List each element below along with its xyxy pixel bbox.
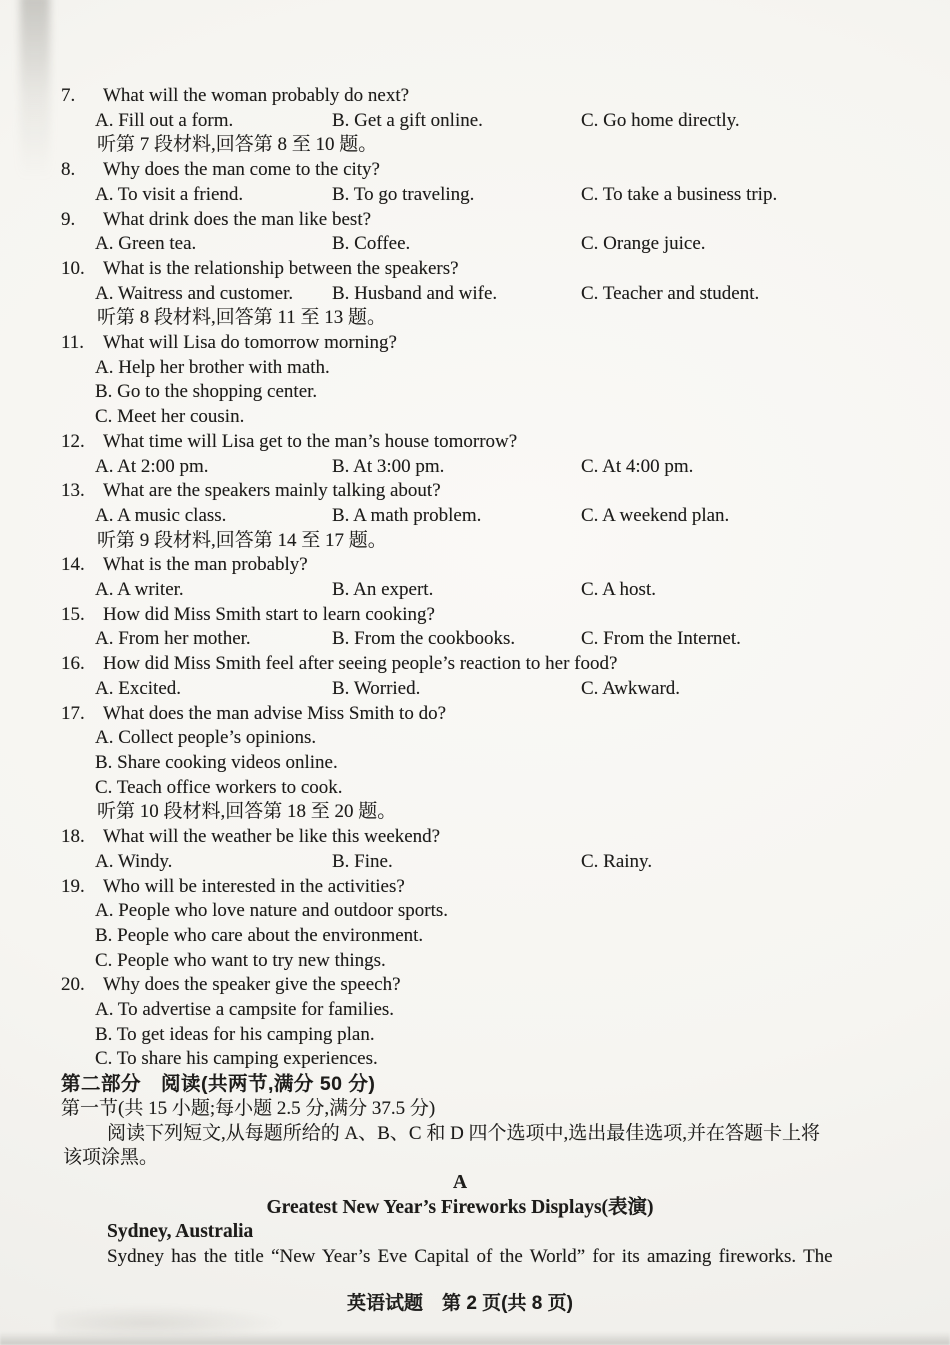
question-item — [53, 158, 867, 183]
option: C. To share his camping experiences. — [95, 1048, 378, 1070]
option: A. To advertise a campsite for families. — [95, 999, 395, 1021]
question-item — [53, 208, 867, 233]
option: B. To get ideas for his camping plan. — [95, 1023, 375, 1045]
question-item — [53, 652, 867, 677]
option: C. A weekend plan. — [581, 504, 730, 526]
question-number: 19. — [61, 875, 85, 897]
option: C. People who want to try new things. — [95, 949, 386, 971]
option: A. Help her brother with math. — [95, 356, 330, 378]
option: A. From her mother. — [95, 628, 251, 650]
question-number: 20. — [61, 974, 85, 996]
option: A. At 2:00 pm. — [95, 455, 209, 477]
question-item — [53, 553, 867, 578]
option: B. Share cooking videos online. — [95, 751, 338, 773]
option: B. Go to the shopping center. — [95, 381, 318, 403]
question-text: Why does the man come to the city? — [103, 159, 380, 181]
option: C. Teacher and student. — [581, 282, 760, 304]
option: B. Get a gift online. — [332, 109, 483, 131]
instruction-line: 该项涂黑。 — [63, 1147, 159, 1169]
question-item — [53, 825, 867, 850]
question-text: What is the relationship between the speakers? — [103, 257, 459, 279]
option: A. To visit a friend. — [95, 183, 244, 205]
question-text: What drink does the man like best? — [103, 208, 372, 230]
question-number: 7. — [61, 85, 76, 106]
option: C. To take a business trip. — [581, 183, 778, 205]
option: C. Orange juice. — [581, 233, 706, 255]
listening-cue: 听第 10 段材料,回答第 18 至 20 题。 — [97, 801, 397, 823]
question-text: What is the man probably? — [103, 554, 308, 576]
listening-cue: 听第 9 段材料,回答第 14 至 17 题。 — [97, 529, 387, 551]
question-text: What are the speakers mainly talking about? — [103, 480, 441, 502]
option: B. People who care about the environment. — [95, 924, 424, 946]
question-number: 13. — [61, 480, 85, 502]
option: B. Coffee. — [332, 233, 411, 255]
option: A. Waitress and customer. — [95, 282, 294, 304]
question-item — [53, 702, 867, 727]
question-item — [53, 430, 867, 455]
question-number: 17. — [61, 702, 85, 724]
question-text: How did Miss Smith start to learn cooking? — [103, 603, 435, 625]
question-number: 14. — [61, 554, 85, 576]
question-item — [53, 875, 867, 900]
question-text: Who will be interested in the activities? — [103, 875, 405, 897]
option: A. Green tea. — [95, 233, 197, 255]
listening-cue: 听第 8 段材料,回答第 11 至 13 题。 — [97, 307, 387, 329]
passage-label: A — [452, 1171, 468, 1193]
option: A. People who love nature and outdoor sports. — [95, 900, 449, 922]
question-number: 10. — [61, 257, 85, 279]
option: C. A host. — [581, 579, 656, 601]
instruction-line: 阅读下列短文,从每题所给的 A、B、C 和 D 四个选项中,选出最佳选项,并在答题卡上将 — [107, 1122, 821, 1144]
passage-subheading: Sydney, Australia — [107, 1221, 254, 1243]
option: C. From the Internet. — [581, 628, 741, 650]
question-item — [53, 331, 867, 356]
question-number: 12. — [61, 430, 85, 452]
option: B. Worried. — [332, 677, 421, 699]
options-row — [53, 183, 867, 208]
option: C. Meet her cousin. — [95, 406, 245, 428]
option: A. Excited. — [95, 677, 182, 699]
question-item — [53, 257, 867, 282]
option: A. Collect people’s opinions. — [95, 727, 317, 749]
question-item — [53, 973, 867, 998]
question-number: 16. — [61, 653, 85, 675]
options-row — [53, 109, 867, 134]
option: C. Go home directly. — [581, 109, 740, 131]
question-text: How did Miss Smith feel after seeing people’s reaction to her food? — [103, 653, 618, 675]
option: B. To go traveling. — [332, 183, 475, 205]
option: A. A music class. — [95, 504, 227, 526]
question-number: 9. — [61, 208, 76, 230]
options-row — [53, 677, 867, 702]
option: B. At 3:00 pm. — [332, 455, 445, 477]
scan-edge-bottom — [0, 1332, 950, 1345]
option: A. A writer. — [95, 579, 184, 601]
subsection-heading: 第一节(共 15 小题;每小题 2.5 分,满分 37.5 分) — [61, 1097, 436, 1119]
scan-smudge-top-left — [20, 0, 50, 179]
question-text: What does the man advise Miss Smith to do? — [103, 702, 447, 724]
option: C. Teach office workers to cook. — [95, 776, 343, 798]
options-row — [53, 282, 867, 307]
question-item — [53, 84, 867, 109]
passage-title: Greatest New Year’s Fireworks Displays(表演) — [266, 1196, 654, 1218]
options-row — [53, 578, 867, 603]
question-number: 15. — [61, 603, 85, 625]
question-text: What will Lisa do tomorrow morning? — [103, 332, 397, 354]
question-number: 18. — [61, 826, 85, 848]
question-number: 8. — [61, 159, 76, 181]
question-item — [53, 603, 867, 628]
option: B. A math problem. — [332, 504, 482, 526]
option: A. Fill out a form. — [95, 109, 234, 131]
option: B. From the cookbooks. — [332, 628, 516, 650]
listening-cue: 听第 7 段材料,回答第 8 至 10 题。 — [97, 134, 378, 156]
question-text: What time will Lisa get to the man’s house tomorrow? — [103, 430, 518, 452]
option: B. Fine. — [332, 850, 393, 872]
question-number: 11. — [61, 332, 85, 354]
page-footer: 英语试题 第 2 页(共 8 页) — [347, 1293, 573, 1314]
option: B. An expert. — [332, 579, 434, 601]
option: C. Rainy. — [581, 850, 653, 872]
options-row — [53, 627, 867, 652]
option: C. Awkward. — [581, 677, 681, 699]
question-text: What will the woman probably do next? — [103, 85, 410, 106]
section-heading: 第二部分 阅读(共两节,满分 50 分) — [61, 1073, 376, 1096]
options-row — [53, 232, 867, 257]
option: A. Windy. — [95, 850, 173, 872]
passage-body-line: Sydney has the title “New Year’s Eve Capital of the World” for its amazing fireworks. The — [107, 1246, 833, 1268]
option: C. At 4:00 pm. — [581, 455, 694, 477]
question-text: Why does the speaker give the speech? — [103, 974, 401, 996]
option: B. Husband and wife. — [332, 282, 498, 304]
exam-content — [53, 84, 867, 1270]
options-row — [53, 504, 867, 529]
options-row — [53, 455, 867, 480]
question-text: What will the weather be like this weekend? — [103, 826, 441, 848]
question-item — [53, 479, 867, 504]
options-row — [53, 850, 867, 875]
